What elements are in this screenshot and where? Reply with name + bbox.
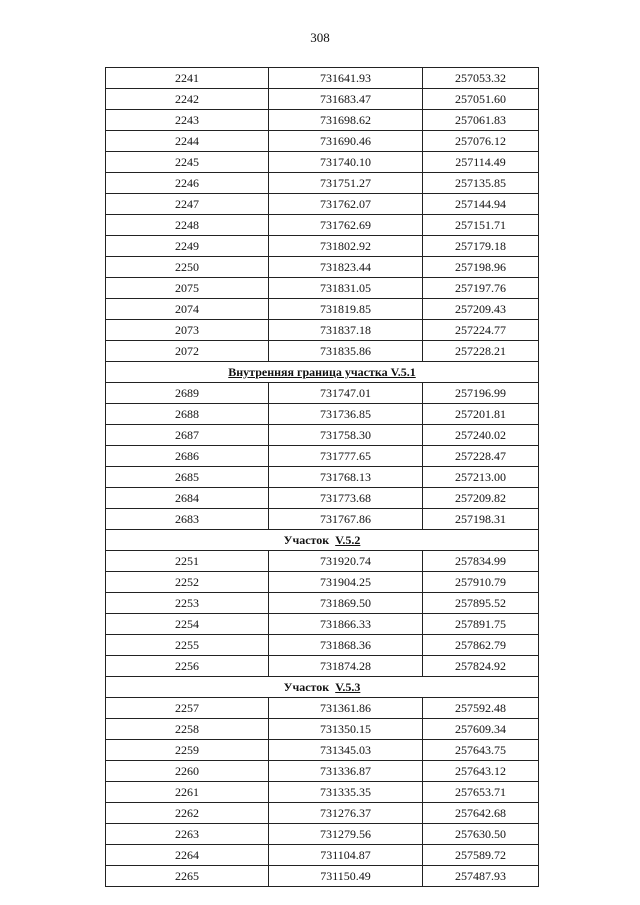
x-coordinate-cell: 731869.50 bbox=[269, 593, 423, 614]
table-row bbox=[106, 320, 539, 341]
table-row bbox=[106, 278, 539, 299]
point-number-cell: 2255 bbox=[106, 635, 269, 656]
table-row bbox=[106, 194, 539, 215]
table-row bbox=[106, 341, 539, 362]
y-coordinate-cell: 257862.79 bbox=[423, 635, 539, 656]
x-coordinate-cell: 731683.47 bbox=[269, 89, 423, 110]
section-header-cell bbox=[106, 530, 539, 551]
x-coordinate-cell: 731150.49 bbox=[269, 866, 423, 887]
table-row bbox=[106, 824, 539, 845]
x-coordinate-cell: 731336.87 bbox=[269, 761, 423, 782]
y-coordinate-cell: 257179.18 bbox=[423, 236, 539, 257]
point-number-cell: 2252 bbox=[106, 572, 269, 593]
table-row bbox=[106, 740, 539, 761]
page-number: 308 bbox=[310, 30, 330, 45]
x-coordinate-cell: 731920.74 bbox=[269, 551, 423, 572]
table-row bbox=[106, 89, 539, 110]
table-row bbox=[106, 593, 539, 614]
y-coordinate-cell: 257209.82 bbox=[423, 488, 539, 509]
table-row bbox=[106, 614, 539, 635]
point-number-cell: 2072 bbox=[106, 341, 269, 362]
x-coordinate-cell: 731773.68 bbox=[269, 488, 423, 509]
y-coordinate-cell: 257198.31 bbox=[423, 509, 539, 530]
section-header-row bbox=[106, 677, 539, 698]
x-coordinate-cell: 731823.44 bbox=[269, 257, 423, 278]
table-row bbox=[106, 446, 539, 467]
section-label: V.5.2 bbox=[335, 532, 361, 547]
y-coordinate-cell: 257151.71 bbox=[423, 215, 539, 236]
table-row bbox=[106, 383, 539, 404]
y-coordinate-cell: 257643.75 bbox=[423, 740, 539, 761]
y-coordinate-cell: 257642.68 bbox=[423, 803, 539, 824]
table-row bbox=[106, 782, 539, 803]
x-coordinate-cell: 731747.01 bbox=[269, 383, 423, 404]
point-number-cell: 2253 bbox=[106, 593, 269, 614]
table-row bbox=[106, 68, 539, 89]
y-coordinate-cell: 257895.52 bbox=[423, 593, 539, 614]
table-row bbox=[106, 425, 539, 446]
point-number-cell: 2243 bbox=[106, 110, 269, 131]
y-coordinate-cell: 257196.99 bbox=[423, 383, 539, 404]
x-coordinate-cell: 731736.85 bbox=[269, 404, 423, 425]
point-number-cell: 2242 bbox=[106, 89, 269, 110]
table-row bbox=[106, 488, 539, 509]
table-row bbox=[106, 236, 539, 257]
x-coordinate-cell: 731276.37 bbox=[269, 803, 423, 824]
table-row bbox=[106, 173, 539, 194]
y-coordinate-cell: 257891.75 bbox=[423, 614, 539, 635]
point-number-cell: 2254 bbox=[106, 614, 269, 635]
table-row bbox=[106, 110, 539, 131]
x-coordinate-cell: 731345.03 bbox=[269, 740, 423, 761]
table-row bbox=[106, 299, 539, 320]
point-number-cell: 2241 bbox=[106, 68, 269, 89]
table-row bbox=[106, 866, 539, 887]
y-coordinate-cell: 257051.60 bbox=[423, 89, 539, 110]
section-prefix: Участок bbox=[283, 679, 330, 694]
coordinates-table-body bbox=[106, 68, 539, 887]
table-row bbox=[106, 404, 539, 425]
point-number-cell: 2245 bbox=[106, 152, 269, 173]
x-coordinate-cell: 731904.25 bbox=[269, 572, 423, 593]
point-number-cell: 2251 bbox=[106, 551, 269, 572]
point-number-cell: 2685 bbox=[106, 467, 269, 488]
y-coordinate-cell: 257114.49 bbox=[423, 152, 539, 173]
y-coordinate-cell: 257643.12 bbox=[423, 761, 539, 782]
point-number-cell: 2248 bbox=[106, 215, 269, 236]
x-coordinate-cell: 731641.93 bbox=[269, 68, 423, 89]
y-coordinate-cell: 257589.72 bbox=[423, 845, 539, 866]
point-number-cell: 2261 bbox=[106, 782, 269, 803]
table-row bbox=[106, 215, 539, 236]
y-coordinate-cell: 257609.34 bbox=[423, 719, 539, 740]
table-row bbox=[106, 656, 539, 677]
section-header-row bbox=[106, 362, 539, 383]
section-label: V.5.3 bbox=[335, 679, 361, 694]
x-coordinate-cell: 731866.33 bbox=[269, 614, 423, 635]
y-coordinate-cell: 257076.12 bbox=[423, 131, 539, 152]
y-coordinate-cell: 257061.83 bbox=[423, 110, 539, 131]
x-coordinate-cell: 731837.18 bbox=[269, 320, 423, 341]
x-coordinate-cell: 731361.86 bbox=[269, 698, 423, 719]
x-coordinate-cell: 731762.07 bbox=[269, 194, 423, 215]
x-coordinate-cell: 731762.69 bbox=[269, 215, 423, 236]
x-coordinate-cell: 731758.30 bbox=[269, 425, 423, 446]
x-coordinate-cell: 731802.92 bbox=[269, 236, 423, 257]
section-label: Внутренняя граница участка V.5.1 bbox=[228, 364, 416, 379]
point-number-cell: 2075 bbox=[106, 278, 269, 299]
point-number-cell: 2688 bbox=[106, 404, 269, 425]
y-coordinate-cell: 257224.77 bbox=[423, 320, 539, 341]
y-coordinate-cell: 257834.99 bbox=[423, 551, 539, 572]
x-coordinate-cell: 731777.65 bbox=[269, 446, 423, 467]
table-row bbox=[106, 635, 539, 656]
y-coordinate-cell: 257592.48 bbox=[423, 698, 539, 719]
table-row bbox=[106, 152, 539, 173]
point-number-cell: 2258 bbox=[106, 719, 269, 740]
point-number-cell: 2686 bbox=[106, 446, 269, 467]
y-coordinate-cell: 257198.96 bbox=[423, 257, 539, 278]
y-coordinate-cell: 257144.94 bbox=[423, 194, 539, 215]
table-row bbox=[106, 719, 539, 740]
point-number-cell: 2259 bbox=[106, 740, 269, 761]
point-number-cell: 2265 bbox=[106, 866, 269, 887]
x-coordinate-cell: 731768.13 bbox=[269, 467, 423, 488]
x-coordinate-cell: 731740.10 bbox=[269, 152, 423, 173]
point-number-cell: 2256 bbox=[106, 656, 269, 677]
y-coordinate-cell: 257201.81 bbox=[423, 404, 539, 425]
y-coordinate-cell: 257910.79 bbox=[423, 572, 539, 593]
point-number-cell: 2247 bbox=[106, 194, 269, 215]
x-coordinate-cell: 731819.85 bbox=[269, 299, 423, 320]
point-number-cell: 2074 bbox=[106, 299, 269, 320]
x-coordinate-cell: 731690.46 bbox=[269, 131, 423, 152]
point-number-cell: 2260 bbox=[106, 761, 269, 782]
x-coordinate-cell: 731874.28 bbox=[269, 656, 423, 677]
coordinates-table bbox=[105, 67, 539, 887]
table-row bbox=[106, 509, 539, 530]
point-number-cell: 2249 bbox=[106, 236, 269, 257]
x-coordinate-cell: 731350.15 bbox=[269, 719, 423, 740]
point-number-cell: 2244 bbox=[106, 131, 269, 152]
y-coordinate-cell: 257630.50 bbox=[423, 824, 539, 845]
point-number-cell: 2264 bbox=[106, 845, 269, 866]
x-coordinate-cell: 731767.86 bbox=[269, 509, 423, 530]
point-number-cell: 2262 bbox=[106, 803, 269, 824]
y-coordinate-cell: 257213.00 bbox=[423, 467, 539, 488]
point-number-cell: 2263 bbox=[106, 824, 269, 845]
point-number-cell: 2073 bbox=[106, 320, 269, 341]
y-coordinate-cell: 257824.92 bbox=[423, 656, 539, 677]
x-coordinate-cell: 731698.62 bbox=[269, 110, 423, 131]
y-coordinate-cell: 257209.43 bbox=[423, 299, 539, 320]
table-row bbox=[106, 845, 539, 866]
y-coordinate-cell: 257653.71 bbox=[423, 782, 539, 803]
table-row bbox=[106, 761, 539, 782]
section-header-cell bbox=[106, 362, 539, 383]
point-number-cell: 2689 bbox=[106, 383, 269, 404]
y-coordinate-cell: 257487.93 bbox=[423, 866, 539, 887]
x-coordinate-cell: 731335.35 bbox=[269, 782, 423, 803]
section-prefix: Участок bbox=[283, 532, 330, 547]
y-coordinate-cell: 257228.47 bbox=[423, 446, 539, 467]
x-coordinate-cell: 731751.27 bbox=[269, 173, 423, 194]
table-row bbox=[106, 257, 539, 278]
y-coordinate-cell: 257228.21 bbox=[423, 341, 539, 362]
point-number-cell: 2246 bbox=[106, 173, 269, 194]
x-coordinate-cell: 731868.36 bbox=[269, 635, 423, 656]
table-row bbox=[106, 467, 539, 488]
point-number-cell: 2257 bbox=[106, 698, 269, 719]
point-number-cell: 2687 bbox=[106, 425, 269, 446]
point-number-cell: 2683 bbox=[106, 509, 269, 530]
y-coordinate-cell: 257135.85 bbox=[423, 173, 539, 194]
point-number-cell: 2684 bbox=[106, 488, 269, 509]
x-coordinate-cell: 731835.86 bbox=[269, 341, 423, 362]
x-coordinate-cell: 731831.05 bbox=[269, 278, 423, 299]
y-coordinate-cell: 257053.32 bbox=[423, 68, 539, 89]
table-row bbox=[106, 551, 539, 572]
section-header-cell bbox=[106, 677, 539, 698]
section-header-row bbox=[106, 530, 539, 551]
table-row bbox=[106, 698, 539, 719]
table-row bbox=[106, 572, 539, 593]
x-coordinate-cell: 731104.87 bbox=[269, 845, 423, 866]
table-row bbox=[106, 803, 539, 824]
y-coordinate-cell: 257240.02 bbox=[423, 425, 539, 446]
y-coordinate-cell: 257197.76 bbox=[423, 278, 539, 299]
table-row bbox=[106, 131, 539, 152]
point-number-cell: 2250 bbox=[106, 257, 269, 278]
x-coordinate-cell: 731279.56 bbox=[269, 824, 423, 845]
